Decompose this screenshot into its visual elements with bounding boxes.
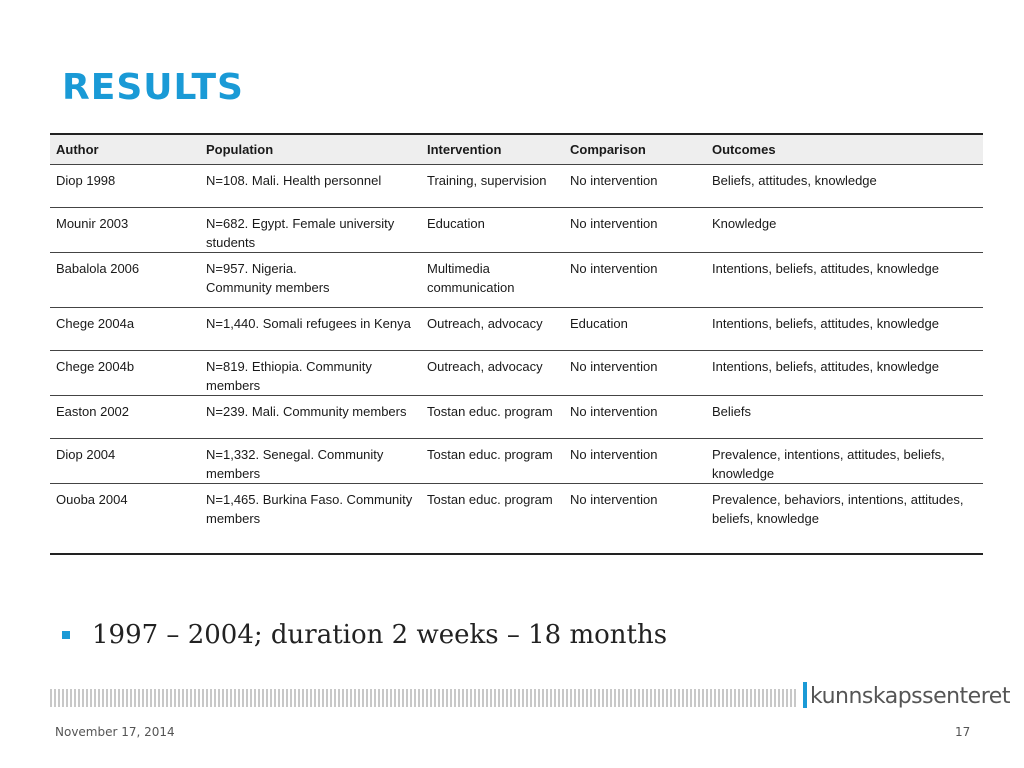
cell-intervention: Tostan educ. program xyxy=(421,484,564,554)
cell-outcomes: Intentions, beliefs, attitudes, knowledge xyxy=(706,351,983,396)
logo xyxy=(803,682,1010,708)
cell-outcomes: Prevalence, behaviors, intentions, attitudes, beliefs, knowledge xyxy=(706,484,983,554)
cell-intervention: Education xyxy=(421,208,564,253)
cell-comparison: Education xyxy=(564,308,706,351)
cell-outcomes: Knowledge xyxy=(706,208,983,253)
footer-date: November 17, 2014 xyxy=(55,725,175,739)
cell-comparison: No intervention xyxy=(564,208,706,253)
table-row xyxy=(50,253,983,308)
footer-stripe-bar xyxy=(50,689,796,707)
cell-comparison: No intervention xyxy=(564,351,706,396)
header-population: Population xyxy=(200,134,421,165)
table-row xyxy=(50,484,983,554)
header-author: Author xyxy=(50,134,200,165)
header-comparison: Comparison xyxy=(564,134,706,165)
cell-outcomes: Intentions, beliefs, attitudes, knowledge xyxy=(706,308,983,351)
bullet-item xyxy=(62,620,667,650)
cell-comparison: No intervention xyxy=(564,396,706,439)
cell-population: N=1,332. Senegal. Community members xyxy=(200,439,421,484)
table-row xyxy=(50,396,983,439)
cell-population: N=239. Mali. Community members xyxy=(200,396,421,439)
header-outcomes: Outcomes xyxy=(706,134,983,165)
cell-comparison: No intervention xyxy=(564,484,706,554)
cell-intervention: Training, supervision xyxy=(421,165,564,208)
logo-bar-icon xyxy=(803,682,807,708)
cell-population: N=819. Ethiopia. Community members xyxy=(200,351,421,396)
cell-outcomes: Prevalence, intentions, attitudes, beliefs, knowledge xyxy=(706,439,983,484)
cell-author: Diop 1998 xyxy=(50,165,200,208)
square-bullet-icon xyxy=(62,631,70,639)
table-row xyxy=(50,165,983,208)
bullet-text: 1997 – 2004; duration 2 weeks – 18 months xyxy=(92,620,668,650)
cell-comparison: No intervention xyxy=(564,165,706,208)
cell-author: Chege 2004a xyxy=(50,308,200,351)
table-row xyxy=(50,351,983,396)
cell-comparison: No intervention xyxy=(564,439,706,484)
logo-text: kunnskapssenteret xyxy=(810,684,1010,709)
cell-author: Ouoba 2004 xyxy=(50,484,200,554)
cell-author: Babalola 2006 xyxy=(50,253,200,308)
cell-author: Easton 2002 xyxy=(50,396,200,439)
page-title: RESULTS xyxy=(62,67,244,108)
cell-outcomes: Intentions, beliefs, attitudes, knowledge xyxy=(706,253,983,308)
header-intervention: Intervention xyxy=(421,134,564,165)
cell-intervention: Tostan educ. program xyxy=(421,396,564,439)
cell-author: Chege 2004b xyxy=(50,351,200,396)
cell-intervention: Tostan educ. program xyxy=(421,439,564,484)
cell-author: Diop 2004 xyxy=(50,439,200,484)
table-row xyxy=(50,308,983,351)
cell-outcomes: Beliefs xyxy=(706,396,983,439)
results-table xyxy=(50,133,983,555)
cell-outcomes: Beliefs, attitudes, knowledge xyxy=(706,165,983,208)
cell-population: N=682. Egypt. Female university students xyxy=(200,208,421,253)
page-number: 17 xyxy=(955,725,971,739)
cell-intervention: Multimedia communication xyxy=(421,253,564,308)
cell-population: N=1,440. Somali refugees in Kenya xyxy=(200,308,421,351)
table-row xyxy=(50,439,983,484)
table-header-row xyxy=(50,134,983,165)
cell-population: N=108. Mali. Health personnel xyxy=(200,165,421,208)
cell-population: N=1,465. Burkina Faso. Community members xyxy=(200,484,421,554)
cell-intervention: Outreach, advocacy xyxy=(421,351,564,396)
table-row xyxy=(50,208,983,253)
cell-intervention: Outreach, advocacy xyxy=(421,308,564,351)
cell-population: N=957. Nigeria. Community members xyxy=(200,253,421,308)
cell-author: Mounir 2003 xyxy=(50,208,200,253)
cell-comparison: No intervention xyxy=(564,253,706,308)
